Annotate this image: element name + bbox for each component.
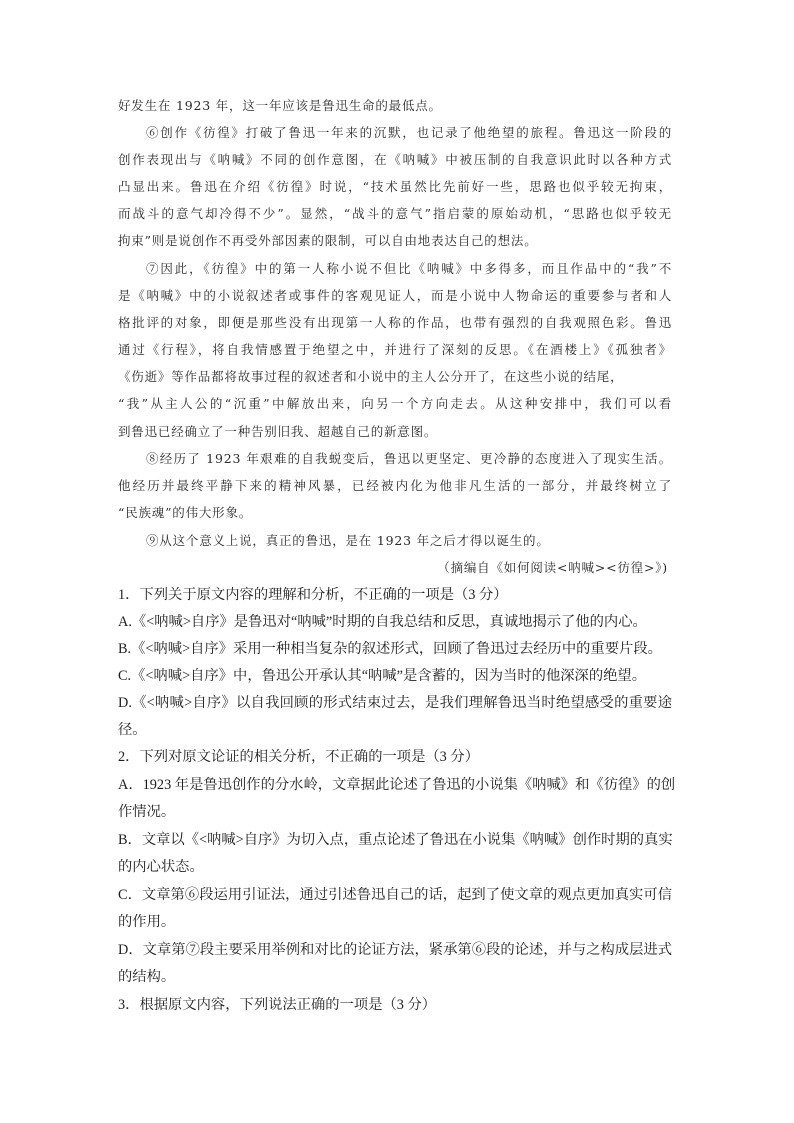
passage-line: 拘束”则是说创作不再受外部因素的限制，可以自由地表达自己的想法。 — [118, 233, 538, 248]
question-2-option-d-cont: 的结构。 — [118, 969, 176, 985]
question-1-option-d: D.《<呐喊>自序》以自我回顾的形式结束过去，是我们理解鲁迅当时绝望感受的重要途 — [118, 695, 672, 711]
question-1-option-c: C.《<呐喊>自序》中，鲁迅公开承认其“呐喊”是含蓄的，因为当时的他深深的绝望。 — [118, 668, 647, 684]
passage-line: “民族魂”的伟大形象。 — [118, 505, 253, 520]
question-2-option-a: A．1923 年是鲁迅创作的分水岭，文章据此论述了鲁迅的小说集《呐喊》和《彷徨》的创 — [118, 777, 676, 793]
question-1-option-a: A.《<呐喊>自序》是鲁迅对“呐喊”时期的自我总结和反思，真诚地揭示了他的内心。 — [118, 614, 647, 630]
question-1-option-d-cont: 径。 — [118, 722, 147, 738]
paragraph-7-start: ⑦因此，《彷徨》中的第一人称小说不但比《呐喊》中多得多，而且作品中的“我”不 — [146, 261, 672, 276]
question-2-option-d: D．文章第⑦段主要采用举例和对比的论证方法，紧承第⑥段的论述，并与之构成层进式 — [118, 942, 672, 958]
question-2-option-b: B．文章以《<呐喊>自序》为切入点，重点论述了鲁迅在小说集《呐喊》创作时期的真实 — [118, 832, 673, 848]
paragraph-6-start: ⑥创作《彷徨》打破了鲁迅一年来的沉默，也记录了他绝望的旅程。鲁迅这一阶段的 — [146, 125, 672, 140]
question-1-option-b: B.《<呐喊>自序》采用一种相当复杂的叙述形式，回顾了鲁迅过去经历中的重要片段。 — [118, 641, 662, 657]
question-2-option-c: C．文章第⑥段运用引证法，通过引述鲁迅自己的话，起到了使文章的观点更加真实可信 — [118, 887, 672, 903]
question-2-stem: 2．下列对原文论证的相关分析，不正确的一项是（3 分） — [118, 749, 479, 765]
question-3-stem: 3．根据原文内容，下列说法正确的一项是（3 分） — [118, 997, 437, 1013]
source-citation: （摘编自《如何阅读<呐喊><彷徨>》) — [437, 560, 668, 575]
question-2-option-c-cont: 的作用。 — [118, 914, 176, 930]
question-2-option-b-cont: 的内心状态。 — [118, 859, 204, 875]
passage-line: 他经历并最终平静下来的精神风暴，已经被内化为他非凡生活的一部分，并最终树立了 — [118, 478, 672, 493]
passage-line: 通过《行程》，将自我情感置于绝望之中，并进行了深刻的反思。《在酒楼上》《孤独者》 — [118, 342, 672, 357]
passage-line: 到鲁迅已经确立了一种告别旧我、超越自己的新意图。 — [118, 424, 438, 439]
passage-line: 创作表现出与《呐喊》不同的创作意图，在《呐喊》中被压制的自我意识此时以各种方式 — [118, 152, 672, 167]
passage-line: 凸显出来。鲁迅在介绍《彷徨》时说，“技术虽然比先前好一些，思路也似乎较无拘束， — [118, 179, 672, 194]
passage-line: “我”从主人公的“沉重”中解放出来，向另一个方向走去。从这种安排中，我们可以看 — [118, 396, 672, 411]
passage-line: 是《呐喊》中的小说叙述者或事件的客观见证人，而是小说中人物命运的重要参与者和人 — [118, 288, 672, 303]
paragraph-8-start: ⑧经历了 1923 年艰难的自我蜕变后，鲁迅以更坚定、更冷静的态度进入了现实生活。 — [146, 451, 672, 466]
passage-line: 《伤逝》等作品都将故事过程的叙述者和小说中的主人公分开了，在这些小说的结尾， — [118, 369, 624, 384]
question-1-stem: 1．下列关于原文内容的理解和分析，不正确的一项是（3 分） — [118, 587, 508, 603]
passage-line: 好发生在 1923 年，这一年应该是鲁迅生命的最低点。 — [118, 98, 442, 113]
paragraph-9-start: ⑨从这个意义上说，真正的鲁迅，是在 1923 年之后才得以诞生的。 — [146, 533, 550, 548]
passage-line: 格批评的对象，即便是那些没有出现第一人称的作品，也带有强烈的自我观照色彩。鲁迅 — [118, 315, 672, 330]
question-2-option-a-cont: 作情况。 — [118, 804, 176, 820]
passage-line: 而战斗的意气却冷得不少”。显然，“战斗的意气”指启蒙的原始动机，“思路也似乎较无 — [118, 206, 672, 221]
